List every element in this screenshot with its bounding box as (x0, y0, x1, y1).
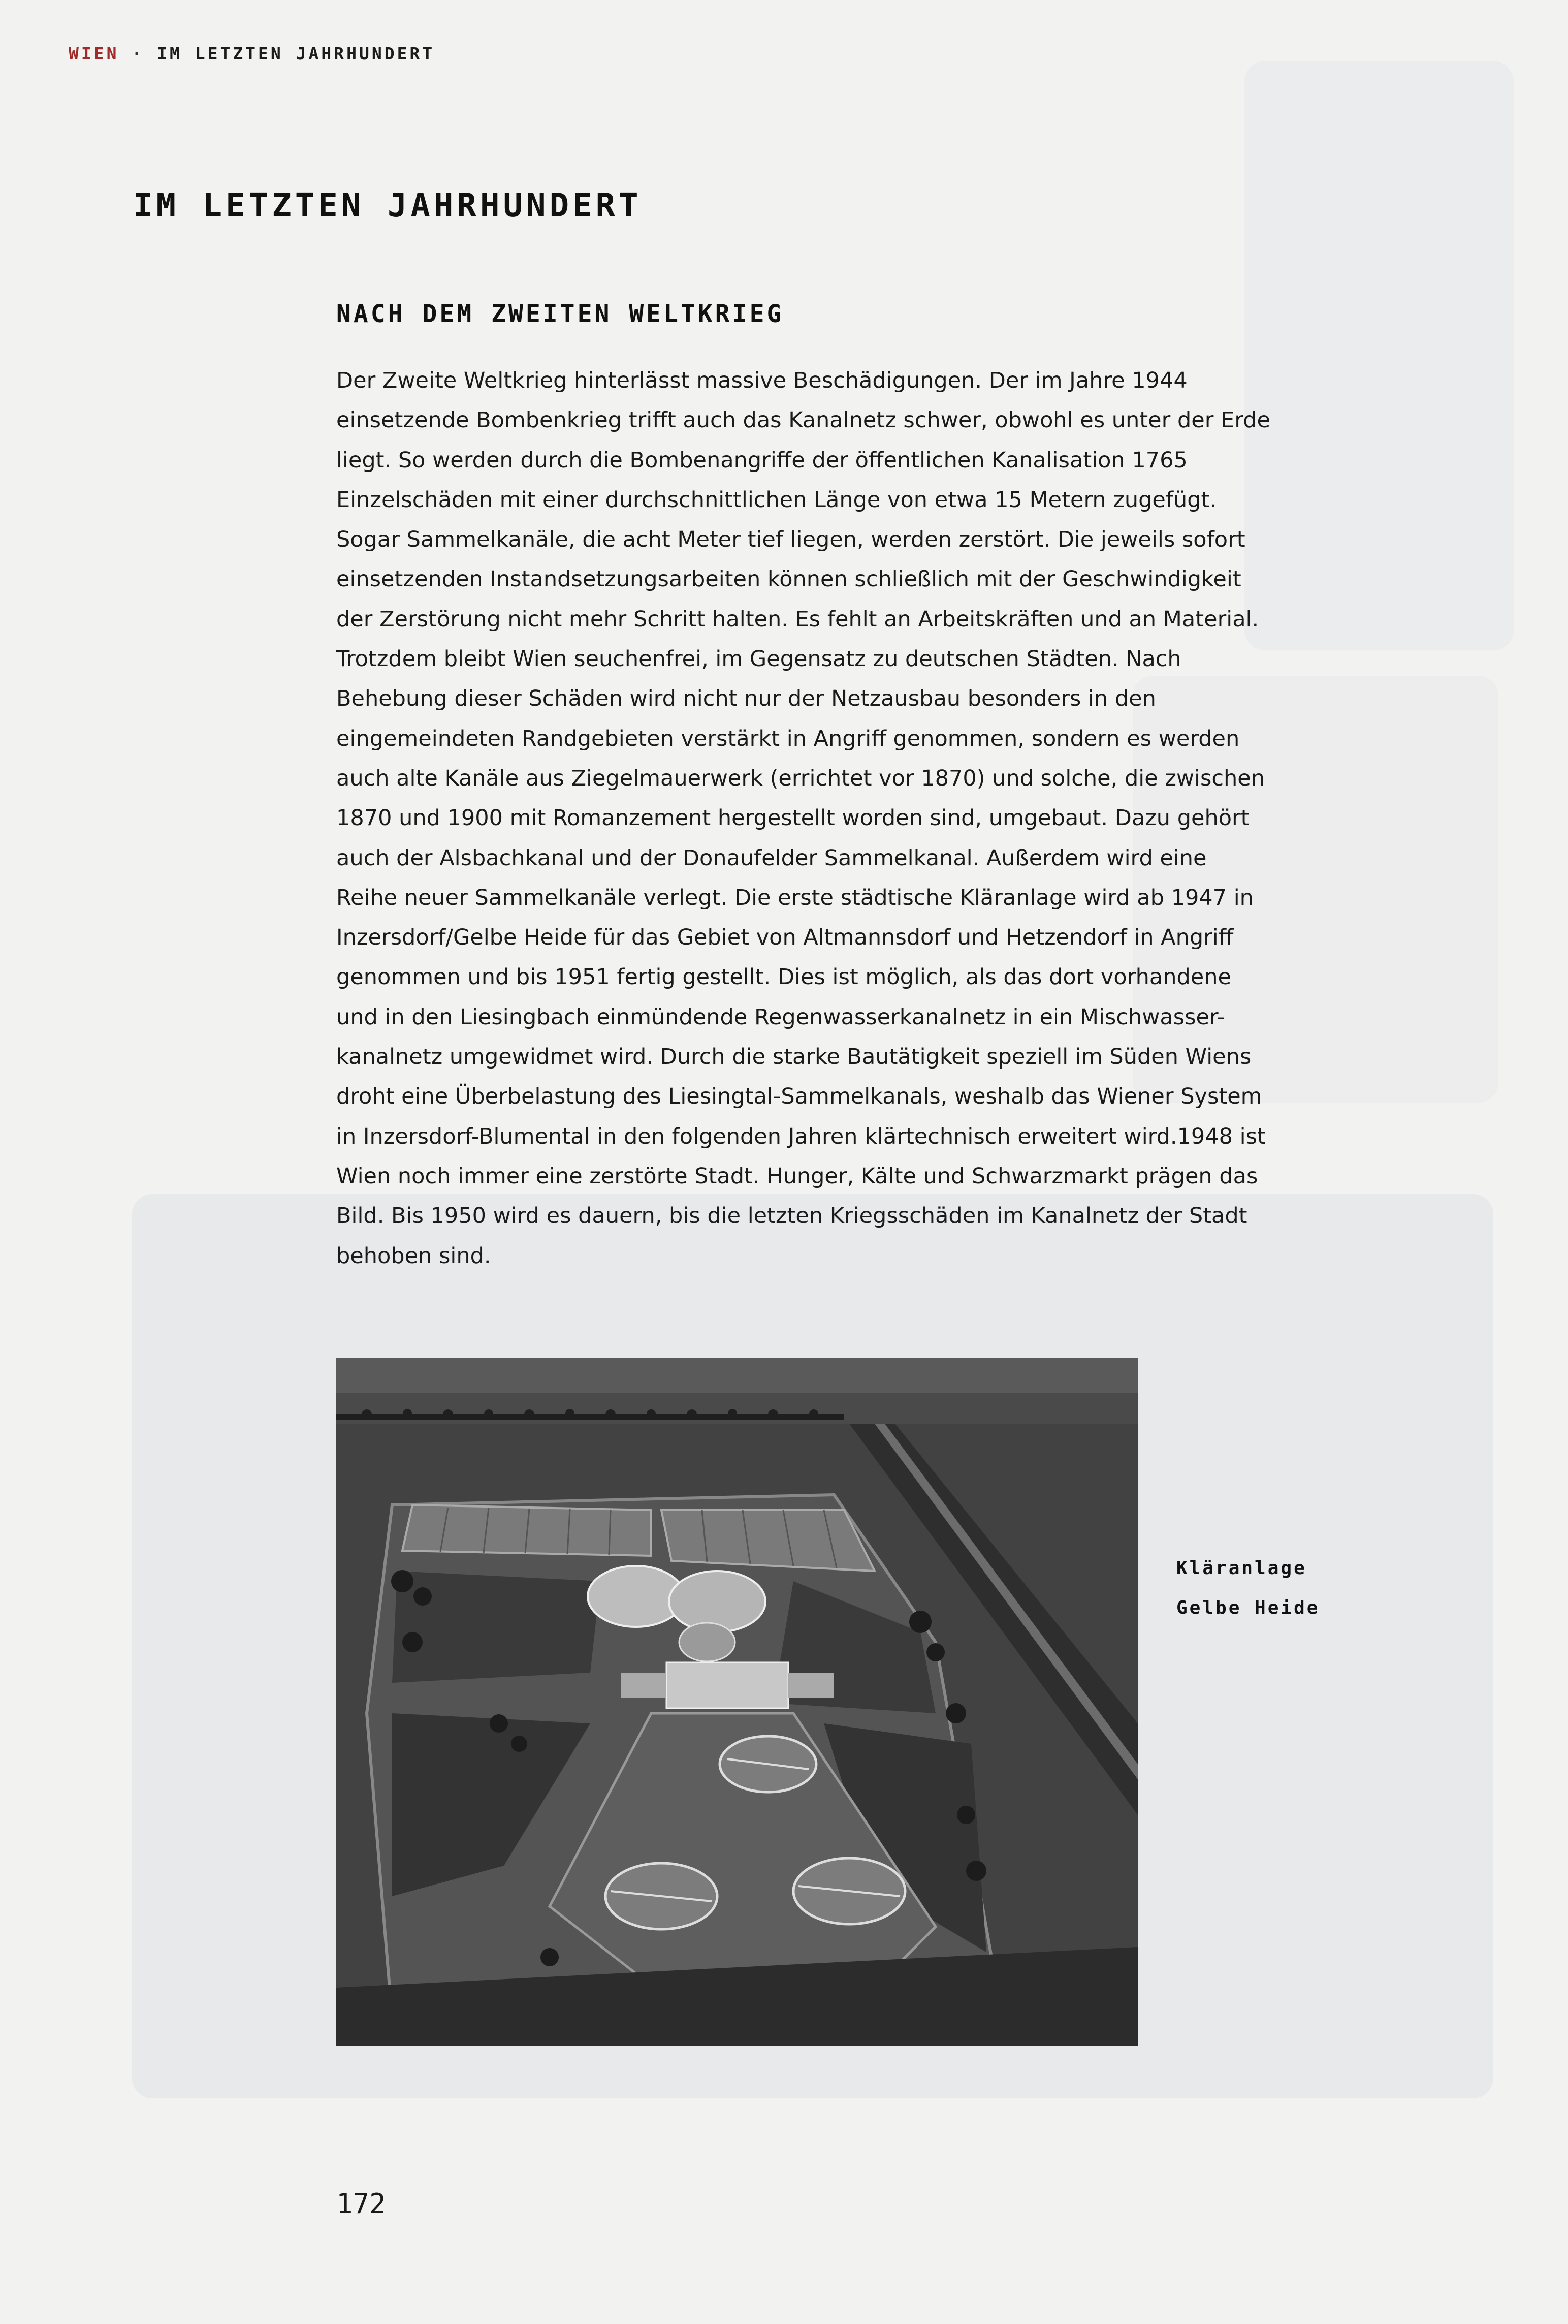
caption-line: Kläranlage (1176, 1558, 1307, 1579)
body-line: eingemeindeten Randgebieten verstärkt in Angriff genommen, sondern es werden (336, 726, 1240, 751)
body-line: behoben sind. (336, 1243, 491, 1269)
body-line: Behebung dieser Schäden wird nicht nur der Netzausbau besonders in den (336, 686, 1156, 712)
body-line: in Inzersdorf-Blumental in den folgenden Jahren klärtechnisch erweitert wird.1948 ist (336, 1123, 1266, 1149)
body-line: der Zerstörung nicht mehr Schritt halten. Es fehlt an Arbeitskräften und an Material. (336, 606, 1259, 632)
section-title: NACH DEM ZWEITEN WELTKRIEG (336, 300, 784, 328)
body-line: Bild. Bis 1950 wird es dauern, bis die letzten Kriegsschäden im Kanalnetz der Stadt (336, 1203, 1247, 1229)
body-line: auch der Alsbachkanal und der Donaufelder Sammelkanal. Außerdem wird eine (336, 845, 1207, 871)
body-text (336, 361, 1301, 1276)
running-head-section: IM LETZTEN JAHRHUNDERT (157, 44, 435, 64)
body-line: einsetzende Bombenkrieg trifft auch das Kanalnetz schwer, obwohl es unter der Erde (336, 407, 1270, 433)
body-line: Inzersdorf/Gelbe Heide für das Gebiet von Altmannsdorf und Hetzendorf in Angriff (336, 925, 1234, 951)
running-head-place: WIEN (69, 44, 119, 64)
body-line: Der Zweite Weltkrieg hinterlässt massive Beschädigungen. Der im Jahre 1944 (336, 368, 1188, 393)
body-line: liegt. So werden durch die Bombenangriffe der öffentlichen Kanalisation 1765 (336, 447, 1188, 473)
body-line: Sogar Sammelkanäle, die acht Meter tief liegen, werden zerstört. Die jeweils sofort (336, 527, 1245, 553)
chapter-title: IM LETZTEN JAHRHUNDERT (133, 187, 642, 225)
aerial-photo-treatment-plant (336, 1358, 1138, 2046)
body-line: Reihe neuer Sammelkanäle verlegt. Die erste städtische Kläranlage wird ab 1947 in (336, 885, 1254, 910)
caption-line: Gelbe Heide (1176, 1597, 1320, 1618)
body-line: genommen und bis 1951 fertig gestellt. Dies ist möglich, als das dort vorhandene (336, 964, 1231, 990)
body-line: und in den Liesingbach einmündende Regenwasserkanalnetz in ein Mischwasser- (336, 1004, 1225, 1030)
body-line: auch alte Kanäle aus Ziegelmauerwerk (errichtet vor 1870) und solche, die zwischen (336, 765, 1265, 791)
body-line: droht eine Überbelastung des Liesingtal-Sammelkanals, weshalb das Wiener System (336, 1084, 1262, 1110)
body-line: Trotzdem bleibt Wien seuchenfrei, im Gegensatz zu deutschen Städten. Nach (336, 646, 1181, 672)
body-line: 1870 und 1900 mit Romanzement hergestellt worden sind, umgebaut. Dazu gehört (336, 805, 1250, 831)
running-head-separator: · (132, 44, 145, 64)
body-line: einsetzenden Instandsetzungsarbeiten können schließlich mit der Geschwindigkeit (336, 567, 1241, 592)
photo-caption (1176, 1549, 1320, 1628)
body-line: Wien noch immer eine zerstörte Stadt. Hunger, Kälte und Schwarzmarkt prägen das (336, 1163, 1258, 1189)
body-line: kanalnetz umgewidmet wird. Durch die starke Bautätigkeit speziell im Süden Wiens (336, 1044, 1252, 1070)
page-number: 172 (336, 2188, 386, 2220)
running-head (69, 44, 435, 64)
body-line: Einzelschäden mit einer durchschnittlichen Länge von etwa 15 Metern zugefügt. (336, 487, 1217, 513)
